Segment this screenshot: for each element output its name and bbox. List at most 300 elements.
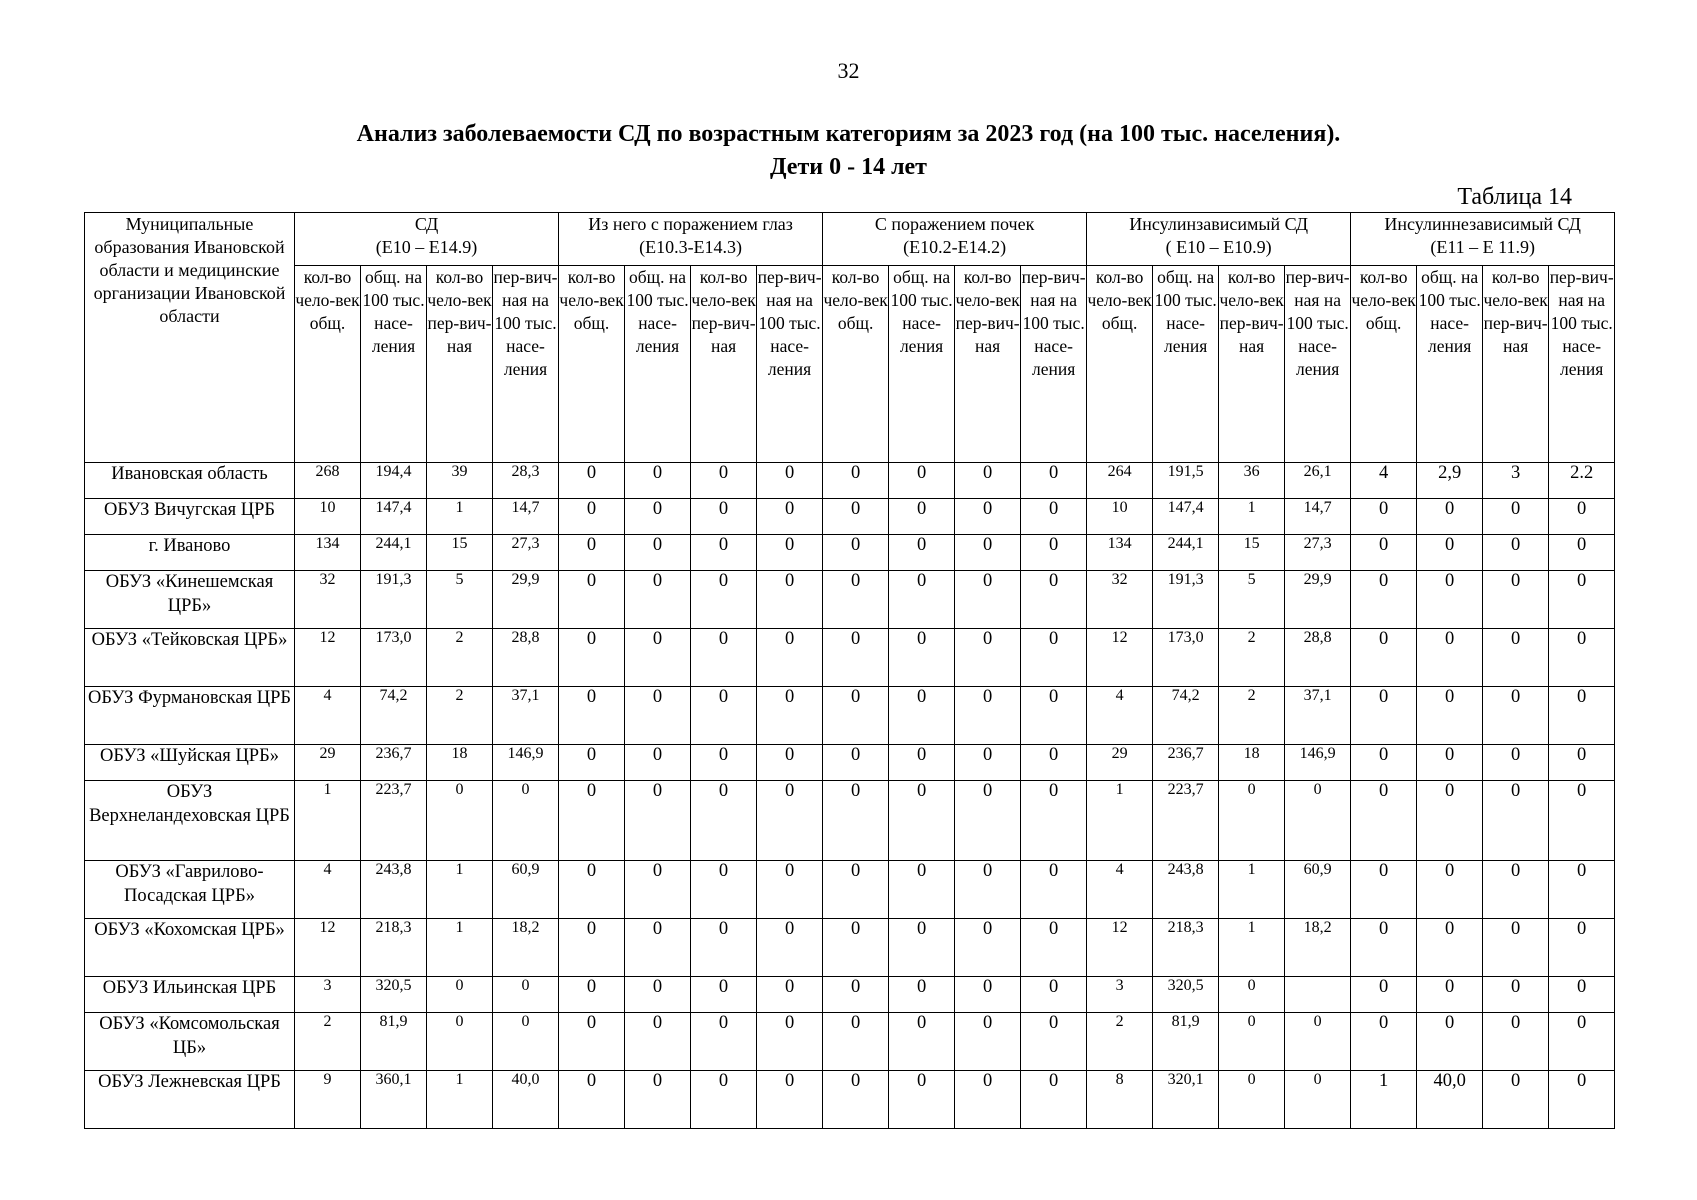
value-cell: 0 xyxy=(955,499,1021,535)
value-cell: 0 xyxy=(955,745,1021,781)
value-cell: 60,9 xyxy=(1285,861,1351,919)
value-cell: 32 xyxy=(1087,571,1153,629)
value-cell: 0 xyxy=(823,687,889,745)
value-cell: 0 xyxy=(1021,629,1087,687)
value-cell: 10 xyxy=(1087,499,1153,535)
value-cell: 18,2 xyxy=(1285,919,1351,977)
value-cell: 0 xyxy=(493,781,559,861)
value-cell: 0 xyxy=(823,463,889,499)
value-cell: 0 xyxy=(1483,1071,1549,1129)
value-cell: 2 xyxy=(1087,1013,1153,1071)
value-cell: 0 xyxy=(559,781,625,861)
value-cell: 0 xyxy=(427,977,493,1013)
value-cell: 0 xyxy=(625,1013,691,1071)
value-cell: 0 xyxy=(691,1013,757,1071)
sub-column-header: кол-во чело-век пер-вич-ная xyxy=(1219,266,1285,463)
organization-name: ОБУЗ «Кинешемская ЦРБ» xyxy=(85,571,295,629)
sub-column-header: кол-во чело-век пер-вич-ная xyxy=(1483,266,1549,463)
value-cell: 0 xyxy=(691,919,757,977)
sub-column-header: пер-вич-ная на 100 тыс. насе-ления xyxy=(1285,266,1351,463)
value-cell: 0 xyxy=(1021,861,1087,919)
value-cell: 0 xyxy=(757,1071,823,1129)
value-cell: 0 xyxy=(625,499,691,535)
organization-name: ОБУЗ «Кохомская ЦРБ» xyxy=(85,919,295,977)
value-cell: 1 xyxy=(295,781,361,861)
value-cell: 0 xyxy=(691,1071,757,1129)
value-cell: 0 xyxy=(1021,687,1087,745)
table-row xyxy=(85,1071,1615,1129)
value-cell: 12 xyxy=(295,629,361,687)
value-cell: 28,8 xyxy=(1285,629,1351,687)
table-row xyxy=(85,977,1615,1013)
value-cell: 0 xyxy=(1417,1013,1483,1071)
table-row xyxy=(85,861,1615,919)
value-cell: 0 xyxy=(625,687,691,745)
value-cell: 223,7 xyxy=(1153,781,1219,861)
sub-column-header: кол-во чело-век пер-вич-ная xyxy=(955,266,1021,463)
value-cell: 0 xyxy=(757,535,823,571)
group-header xyxy=(559,213,823,266)
value-cell: 0 xyxy=(1549,919,1615,977)
value-cell: 29,9 xyxy=(493,571,559,629)
group-code: (Е10 – Е14.9) xyxy=(375,237,478,257)
table-label: Таблица 14 xyxy=(1457,184,1572,210)
value-cell: 0 xyxy=(559,535,625,571)
value-cell: 0 xyxy=(955,571,1021,629)
group-header xyxy=(295,213,559,266)
value-cell: 2 xyxy=(295,1013,361,1071)
value-cell: 1 xyxy=(1087,781,1153,861)
value-cell: 28,8 xyxy=(493,629,559,687)
value-cell: 244,1 xyxy=(1153,535,1219,571)
value-cell: 0 xyxy=(757,745,823,781)
value-cell: 0 xyxy=(1549,781,1615,861)
table-row xyxy=(85,745,1615,781)
value-cell: 0 xyxy=(1285,1013,1351,1071)
value-cell: 0 xyxy=(1021,463,1087,499)
value-cell: 320,5 xyxy=(361,977,427,1013)
group-name: С поражением почек xyxy=(874,214,1035,234)
organization-name: ОБУЗ «Гаврилово-Посадская ЦРБ» xyxy=(85,861,295,919)
value-cell: 0 xyxy=(955,687,1021,745)
value-cell: 0 xyxy=(691,571,757,629)
organization-name: г. Иваново xyxy=(85,535,295,571)
value-cell: 0 xyxy=(1021,977,1087,1013)
value-cell: 0 xyxy=(955,535,1021,571)
value-cell: 0 xyxy=(625,781,691,861)
value-cell: 0 xyxy=(1351,571,1417,629)
table-row xyxy=(85,463,1615,499)
value-cell: 0 xyxy=(823,781,889,861)
value-cell: 0 xyxy=(559,571,625,629)
value-cell: 0 xyxy=(1351,745,1417,781)
document-title xyxy=(0,118,1697,184)
sub-column-header: кол-во чело-век общ. xyxy=(1087,266,1153,463)
value-cell: 0 xyxy=(757,571,823,629)
group-code: (Е10.2-Е14.2) xyxy=(903,237,1007,257)
value-cell: 0 xyxy=(625,463,691,499)
value-cell: 0 xyxy=(1351,919,1417,977)
value-cell: 0 xyxy=(955,629,1021,687)
value-cell: 0 xyxy=(889,781,955,861)
value-cell: 39 xyxy=(427,463,493,499)
value-cell: 0 xyxy=(559,919,625,977)
value-cell: 0 xyxy=(1021,919,1087,977)
value-cell: 0 xyxy=(955,861,1021,919)
value-cell: 243,8 xyxy=(1153,861,1219,919)
value-cell: 29 xyxy=(295,745,361,781)
table-row xyxy=(85,1013,1615,1071)
value-cell: 5 xyxy=(1219,571,1285,629)
group-name: Из него с поражением глаз xyxy=(588,214,793,234)
value-cell: 0 xyxy=(1549,745,1615,781)
value-cell: 191,3 xyxy=(361,571,427,629)
value-cell: 0 xyxy=(823,1013,889,1071)
value-cell: 0 xyxy=(493,1013,559,1071)
value-cell: 10 xyxy=(295,499,361,535)
value-cell: 4 xyxy=(1087,861,1153,919)
table-row xyxy=(85,499,1615,535)
value-cell: 12 xyxy=(1087,629,1153,687)
value-cell: 37,1 xyxy=(493,687,559,745)
group-code: (Е10.3-Е14.3) xyxy=(639,237,743,257)
value-cell: 0 xyxy=(1285,1071,1351,1129)
value-cell: 0 xyxy=(757,977,823,1013)
value-cell: 2 xyxy=(1219,629,1285,687)
value-cell: 0 xyxy=(889,535,955,571)
group-name: Инсулинзависимый СД xyxy=(1129,214,1308,234)
value-cell: 0 xyxy=(1417,781,1483,861)
value-cell: 244,1 xyxy=(361,535,427,571)
value-cell: 3 xyxy=(295,977,361,1013)
value-cell: 0 xyxy=(559,1071,625,1129)
value-cell: 0 xyxy=(1021,1013,1087,1071)
value-cell: 1 xyxy=(1219,499,1285,535)
value-cell: 15 xyxy=(1219,535,1285,571)
value-cell: 218,3 xyxy=(361,919,427,977)
value-cell: 0 xyxy=(955,919,1021,977)
sub-column-header: общ. на 100 тыс. насе-ления xyxy=(1417,266,1483,463)
organization-name: ОБУЗ «Шуйская ЦРБ» xyxy=(85,745,295,781)
value-cell: 0 xyxy=(625,1071,691,1129)
value-cell: 0 xyxy=(691,463,757,499)
value-cell: 40,0 xyxy=(1417,1071,1483,1129)
value-cell: 0 xyxy=(493,977,559,1013)
sub-column-header: кол-во чело-век общ. xyxy=(559,266,625,463)
value-cell: 268 xyxy=(295,463,361,499)
value-cell: 264 xyxy=(1087,463,1153,499)
value-cell: 0 xyxy=(559,861,625,919)
value-cell: 5 xyxy=(427,571,493,629)
value-cell: 0 xyxy=(757,861,823,919)
value-cell: 0 xyxy=(889,687,955,745)
value-cell: 0 xyxy=(823,1071,889,1129)
value-cell: 0 xyxy=(625,861,691,919)
value-cell: 14,7 xyxy=(493,499,559,535)
value-cell: 0 xyxy=(1417,535,1483,571)
value-cell: 236,7 xyxy=(361,745,427,781)
value-cell: 0 xyxy=(559,745,625,781)
value-cell: 0 xyxy=(1417,687,1483,745)
value-cell: 0 xyxy=(1483,745,1549,781)
organization-name: ОБУЗ Лежневская ЦРБ xyxy=(85,1071,295,1129)
value-cell: 0 xyxy=(757,463,823,499)
value-cell: 4 xyxy=(295,687,361,745)
value-cell: 15 xyxy=(427,535,493,571)
sub-column-header: пер-вич-ная на 100 тыс. насе-ления xyxy=(493,266,559,463)
sub-column-header: кол-во чело-век пер-вич-ная xyxy=(691,266,757,463)
value-cell: 0 xyxy=(1021,745,1087,781)
value-cell: 18,2 xyxy=(493,919,559,977)
value-cell: 0 xyxy=(1417,571,1483,629)
value-cell: 0 xyxy=(757,499,823,535)
value-cell: 27,3 xyxy=(493,535,559,571)
sub-column-header: кол-во чело-век общ. xyxy=(295,266,361,463)
value-cell: 40,0 xyxy=(493,1071,559,1129)
value-cell: 1 xyxy=(1351,1071,1417,1129)
value-cell: 29 xyxy=(1087,745,1153,781)
value-cell: 2 xyxy=(427,687,493,745)
sub-column-header: кол-во чело-век общ. xyxy=(1351,266,1417,463)
value-cell: 0 xyxy=(1483,861,1549,919)
value-cell: 0 xyxy=(559,629,625,687)
value-cell: 36 xyxy=(1219,463,1285,499)
value-cell: 0 xyxy=(1021,781,1087,861)
value-cell: 0 xyxy=(1549,535,1615,571)
value-cell: 0 xyxy=(823,499,889,535)
value-cell: 218,3 xyxy=(1153,919,1219,977)
value-cell: 0 xyxy=(559,499,625,535)
value-cell: 360,1 xyxy=(361,1071,427,1129)
value-cell: 3 xyxy=(1087,977,1153,1013)
group-header xyxy=(1351,213,1615,266)
value-cell: 0 xyxy=(625,571,691,629)
value-cell: 147,4 xyxy=(1153,499,1219,535)
value-cell: 0 xyxy=(691,687,757,745)
value-cell: 0 xyxy=(1549,1013,1615,1071)
value-cell: 0 xyxy=(1021,535,1087,571)
value-cell: 2.2 xyxy=(1549,463,1615,499)
value-cell: 2,9 xyxy=(1417,463,1483,499)
value-cell: 0 xyxy=(1483,535,1549,571)
table-row xyxy=(85,687,1615,745)
value-cell: 1 xyxy=(1219,861,1285,919)
value-cell: 0 xyxy=(757,919,823,977)
value-cell: 0 xyxy=(691,629,757,687)
value-cell: 243,8 xyxy=(361,861,427,919)
value-cell: 0 xyxy=(1483,571,1549,629)
value-cell: 81,9 xyxy=(361,1013,427,1071)
value-cell: 3 xyxy=(1483,463,1549,499)
value-cell: 0 xyxy=(889,977,955,1013)
value-cell: 0 xyxy=(1483,919,1549,977)
organization-name: Ивановская область xyxy=(85,463,295,499)
value-cell: 0 xyxy=(1483,687,1549,745)
value-cell: 223,7 xyxy=(361,781,427,861)
value-cell: 0 xyxy=(625,977,691,1013)
value-cell: 0 xyxy=(889,629,955,687)
value-cell: 0 xyxy=(757,629,823,687)
value-cell: 18 xyxy=(427,745,493,781)
value-cell: 12 xyxy=(1087,919,1153,977)
value-cell: 0 xyxy=(1417,499,1483,535)
value-cell: 173,0 xyxy=(1153,629,1219,687)
value-cell: 0 xyxy=(1021,499,1087,535)
value-cell: 320,1 xyxy=(1153,1071,1219,1129)
value-cell: 81,9 xyxy=(1153,1013,1219,1071)
value-cell: 320,5 xyxy=(1153,977,1219,1013)
organization-name: ОБУЗ «Тейковская ЦРБ» xyxy=(85,629,295,687)
value-cell: 1 xyxy=(427,1071,493,1129)
value-cell: 0 xyxy=(889,499,955,535)
value-cell: 0 xyxy=(1417,919,1483,977)
sub-column-header: общ. на 100 тыс. насе-ления xyxy=(361,266,427,463)
value-cell: 0 xyxy=(625,919,691,977)
value-cell: 0 xyxy=(1549,629,1615,687)
value-cell: 0 xyxy=(625,745,691,781)
value-cell: 0 xyxy=(1351,687,1417,745)
value-cell: 29,9 xyxy=(1285,571,1351,629)
value-cell: 0 xyxy=(889,571,955,629)
value-cell: 0 xyxy=(889,1013,955,1071)
value-cell: 0 xyxy=(955,1013,1021,1071)
value-cell: 0 xyxy=(889,861,955,919)
sub-column-header: пер-вич-ная на 100 тыс. насе-ления xyxy=(757,266,823,463)
organization-name: ОБУЗ «Комсомольская ЦБ» xyxy=(85,1013,295,1071)
value-cell: 0 xyxy=(1417,861,1483,919)
value-cell: 0 xyxy=(889,463,955,499)
value-cell: 8 xyxy=(1087,1071,1153,1129)
group-code: ( Е10 – Е10.9) xyxy=(1165,237,1272,257)
organization-name: ОБУЗ Вичугская ЦРБ xyxy=(85,499,295,535)
table-row xyxy=(85,781,1615,861)
value-cell: 28,3 xyxy=(493,463,559,499)
value-cell: 0 xyxy=(823,919,889,977)
value-cell: 0 xyxy=(1351,861,1417,919)
value-cell: 0 xyxy=(691,781,757,861)
value-cell: 0 xyxy=(955,1071,1021,1129)
value-cell: 74,2 xyxy=(1153,687,1219,745)
value-cell: 0 xyxy=(1351,629,1417,687)
value-cell: 1 xyxy=(427,499,493,535)
value-cell: 0 xyxy=(757,1013,823,1071)
value-cell: 0 xyxy=(1285,781,1351,861)
value-cell: 0 xyxy=(1549,1071,1615,1129)
value-cell: 0 xyxy=(1549,977,1615,1013)
table-row xyxy=(85,629,1615,687)
organization-name: ОБУЗ Верхнеландеховская ЦРБ xyxy=(85,781,295,861)
table-row xyxy=(85,571,1615,629)
value-cell: 0 xyxy=(1021,1071,1087,1129)
value-cell: 9 xyxy=(295,1071,361,1129)
value-cell: 0 xyxy=(823,861,889,919)
org-column-header: Муниципальные образования Ивановской области и медицинские организации Ивановской области xyxy=(85,213,295,463)
page-number: 32 xyxy=(837,58,860,83)
value-cell: 0 xyxy=(1021,571,1087,629)
value-cell: 146,9 xyxy=(1285,745,1351,781)
value-cell: 236,7 xyxy=(1153,745,1219,781)
group-header xyxy=(1087,213,1351,266)
value-cell: 0 xyxy=(1417,977,1483,1013)
value-cell: 0 xyxy=(427,781,493,861)
value-cell: 0 xyxy=(955,463,1021,499)
value-cell: 0 xyxy=(559,977,625,1013)
value-cell: 173,0 xyxy=(361,629,427,687)
sub-column-header: кол-во чело-век пер-вич-ная xyxy=(427,266,493,463)
sub-column-header: пер-вич-ная на 100 тыс. насе-ления xyxy=(1549,266,1615,463)
sub-column-header: кол-во чело-век общ. xyxy=(823,266,889,463)
value-cell: 0 xyxy=(1219,977,1285,1013)
value-cell: 14,7 xyxy=(1285,499,1351,535)
value-cell: 0 xyxy=(889,1071,955,1129)
value-cell: 194,4 xyxy=(361,463,427,499)
value-cell: 18 xyxy=(1219,745,1285,781)
value-cell: 134 xyxy=(1087,535,1153,571)
group-name: Инсулиннезависимый СД xyxy=(1384,214,1581,234)
group-header xyxy=(823,213,1087,266)
value-cell: 0 xyxy=(1219,781,1285,861)
value-cell: 0 xyxy=(955,977,1021,1013)
value-cell xyxy=(1285,977,1351,1013)
value-cell: 27,3 xyxy=(1285,535,1351,571)
value-cell: 0 xyxy=(1549,571,1615,629)
value-cell: 0 xyxy=(955,781,1021,861)
value-cell: 0 xyxy=(1351,977,1417,1013)
title-line-2: Дети 0 - 14 лет xyxy=(770,154,927,180)
value-cell: 146,9 xyxy=(493,745,559,781)
organization-name: ОБУЗ Ильинская ЦРБ xyxy=(85,977,295,1013)
title-line-1: Анализ заболеваемости СД по возрастным категориям за 2023 год (на 100 тыс. населения). xyxy=(356,121,1341,147)
value-cell: 0 xyxy=(1351,1013,1417,1071)
sub-column-header: общ. на 100 тыс. насе-ления xyxy=(889,266,955,463)
value-cell: 0 xyxy=(1351,781,1417,861)
value-cell: 0 xyxy=(559,463,625,499)
value-cell: 0 xyxy=(823,629,889,687)
value-cell: 0 xyxy=(1219,1071,1285,1129)
value-cell: 0 xyxy=(1483,499,1549,535)
value-cell: 1 xyxy=(1219,919,1285,977)
value-cell: 0 xyxy=(823,745,889,781)
group-name: СД xyxy=(414,214,439,234)
group-code: (Е11 – Е 11.9) xyxy=(1430,237,1535,257)
value-cell: 2 xyxy=(427,629,493,687)
value-cell: 0 xyxy=(1483,629,1549,687)
value-cell: 0 xyxy=(1483,1013,1549,1071)
sub-column-header: общ. на 100 тыс. насе-ления xyxy=(625,266,691,463)
value-cell: 191,3 xyxy=(1153,571,1219,629)
value-cell: 0 xyxy=(1549,687,1615,745)
value-cell: 1 xyxy=(427,861,493,919)
value-cell: 0 xyxy=(691,745,757,781)
value-cell: 0 xyxy=(691,861,757,919)
table-row xyxy=(85,919,1615,977)
value-cell: 134 xyxy=(295,535,361,571)
value-cell: 0 xyxy=(691,535,757,571)
value-cell: 0 xyxy=(1417,629,1483,687)
value-cell: 0 xyxy=(1483,781,1549,861)
value-cell: 0 xyxy=(427,1013,493,1071)
value-cell: 0 xyxy=(1219,1013,1285,1071)
value-cell: 0 xyxy=(1351,499,1417,535)
value-cell: 0 xyxy=(1549,499,1615,535)
sub-column-header: пер-вич-ная на 100 тыс. насе-ления xyxy=(1021,266,1087,463)
value-cell: 0 xyxy=(889,745,955,781)
organization-name: ОБУЗ Фурмановская ЦРБ xyxy=(85,687,295,745)
value-cell: 0 xyxy=(823,535,889,571)
value-cell: 4 xyxy=(295,861,361,919)
value-cell: 0 xyxy=(559,687,625,745)
value-cell: 0 xyxy=(1549,861,1615,919)
